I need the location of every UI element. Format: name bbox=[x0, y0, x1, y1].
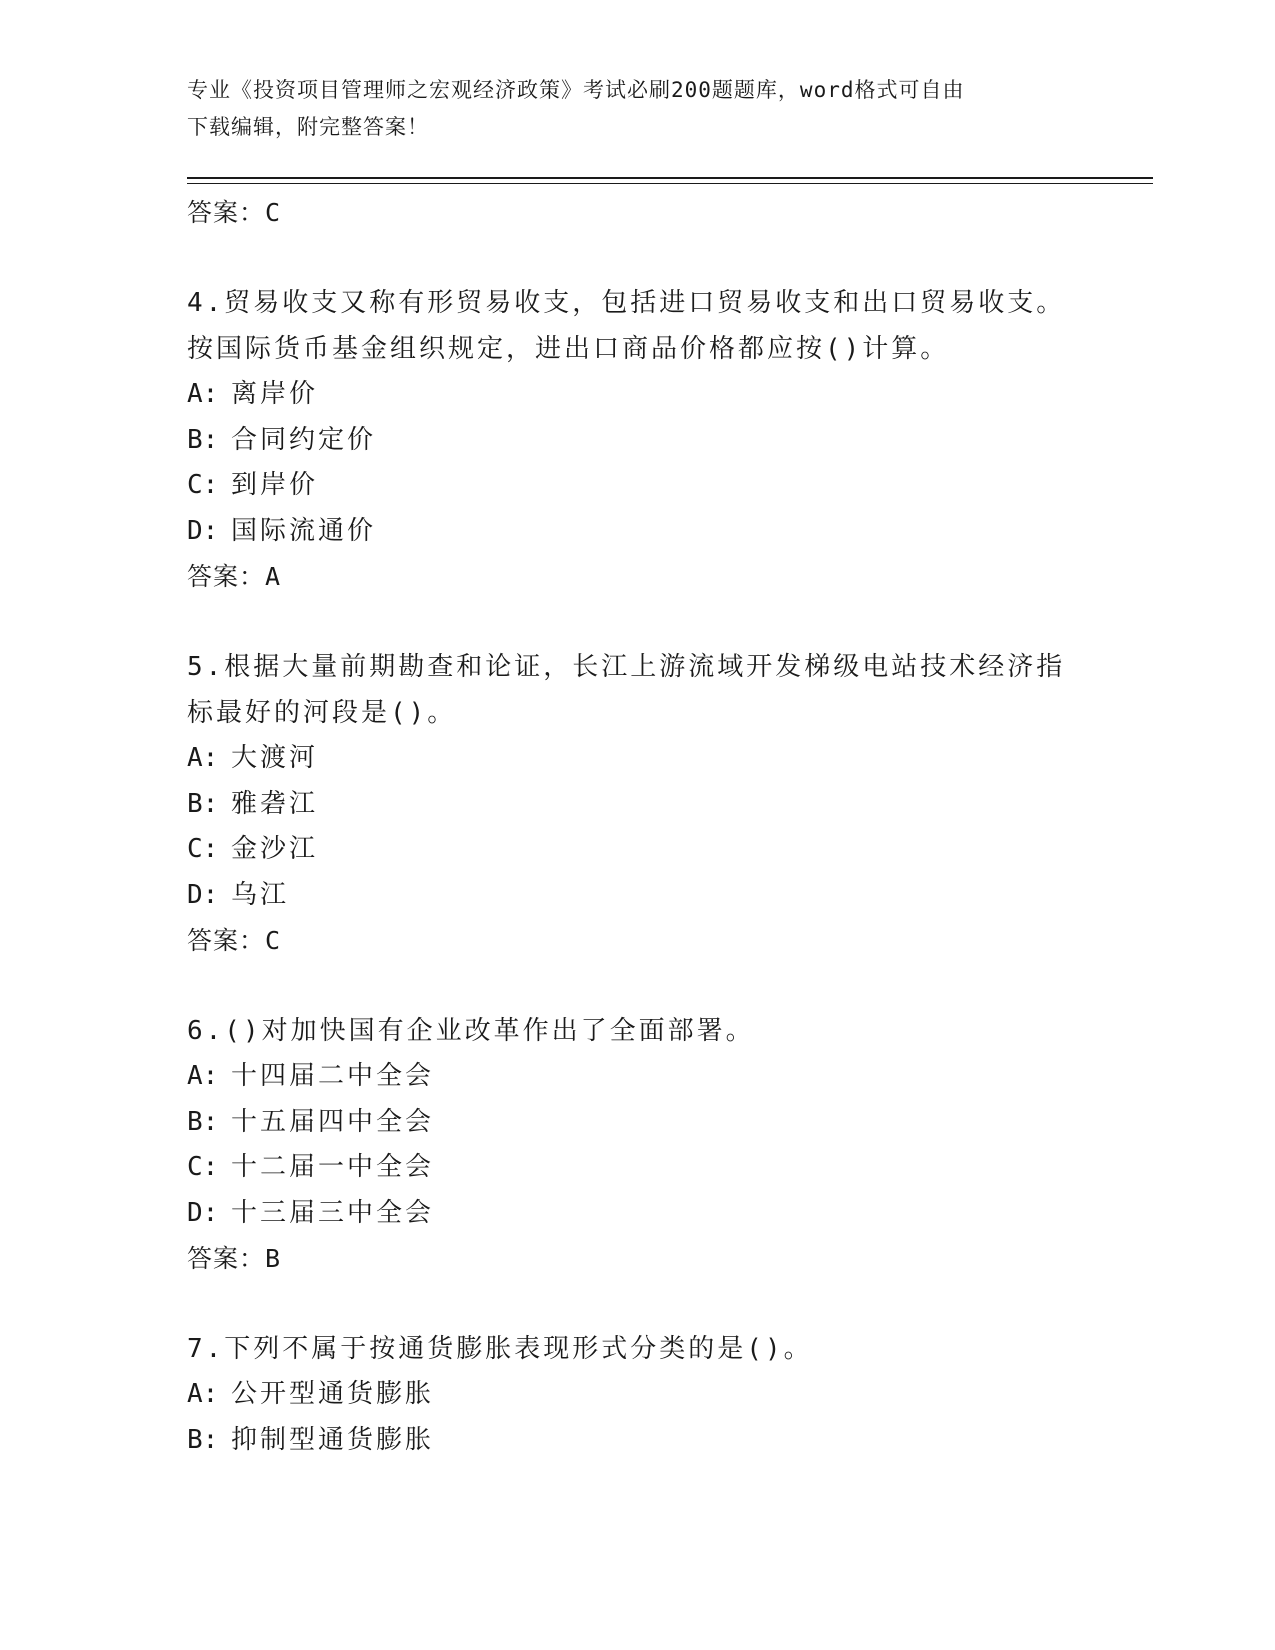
option-letter: A: bbox=[187, 1379, 219, 1409]
answer-line: 答案：C bbox=[187, 926, 282, 955]
option-letter: C: bbox=[187, 1152, 219, 1182]
answer-line: 答案：C bbox=[187, 198, 282, 227]
option-text: 雅砻江 bbox=[231, 788, 319, 819]
option-d bbox=[187, 1191, 1087, 1237]
option-text: 到岸价 bbox=[231, 470, 319, 500]
option-letter: A: bbox=[187, 1061, 219, 1091]
option-letter: D: bbox=[187, 879, 219, 910]
option-letter: B: bbox=[187, 1106, 219, 1137]
option-text: 抑制型通货膨胀 bbox=[231, 1424, 435, 1455]
option-text: 十五届四中全会 bbox=[231, 1106, 435, 1137]
question-stem: 4.贸易收支又称有形贸易收支，包括进口贸易收支和出口贸易收支。 bbox=[187, 288, 1066, 318]
option-b bbox=[187, 1100, 1087, 1146]
header-line-1: 专业《投资项目管理师之宏观经济政策》考试必刷200题题库，word格式可自由 bbox=[187, 78, 965, 102]
document-header bbox=[187, 72, 1067, 146]
option-text: 离岸价 bbox=[231, 379, 319, 409]
option-letter: A: bbox=[187, 743, 219, 773]
option-a bbox=[187, 372, 1087, 418]
question-7 bbox=[187, 1326, 1087, 1463]
question-stem: 按国际货币基金组织规定，进出口商品价格都应按()计算。 bbox=[187, 334, 950, 364]
option-d bbox=[187, 509, 1087, 555]
option-letter: B: bbox=[187, 788, 219, 819]
option-a bbox=[187, 1054, 1087, 1100]
option-c bbox=[187, 827, 1087, 873]
option-text: 合同约定价 bbox=[231, 424, 377, 455]
option-letter: C: bbox=[187, 834, 219, 864]
answer-line: 答案：B bbox=[187, 1244, 282, 1273]
option-text: 十三届三中全会 bbox=[231, 1197, 435, 1228]
option-a bbox=[187, 1372, 1087, 1418]
question-6 bbox=[187, 1008, 1087, 1281]
question-5 bbox=[187, 644, 1087, 963]
option-letter: C: bbox=[187, 470, 219, 500]
question-list bbox=[187, 190, 1087, 1463]
option-b bbox=[187, 1418, 1087, 1464]
option-b bbox=[187, 418, 1087, 464]
option-a bbox=[187, 736, 1087, 782]
option-text: 大渡河 bbox=[231, 743, 319, 773]
question-stem: 7.下列不属于按通货膨胀表现形式分类的是()。 bbox=[187, 1334, 813, 1364]
option-text: 金沙江 bbox=[231, 834, 319, 864]
option-text: 乌江 bbox=[231, 879, 290, 910]
header-line-2: 下载编辑，附完整答案！ bbox=[187, 115, 429, 139]
option-c bbox=[187, 463, 1087, 509]
option-letter: B: bbox=[187, 424, 219, 455]
option-letter: A: bbox=[187, 379, 219, 409]
question-stem: 标最好的河段是()。 bbox=[187, 698, 457, 728]
header-divider bbox=[187, 177, 1153, 179]
answer-line: 答案：A bbox=[187, 562, 282, 591]
option-letter: D: bbox=[187, 515, 219, 546]
question-stem: 5.根据大量前期勘查和论证，长江上游流域开发梯级电站技术经济指 bbox=[187, 652, 1066, 682]
option-letter: D: bbox=[187, 1197, 219, 1228]
option-text: 十四届二中全会 bbox=[231, 1061, 435, 1091]
header-divider-thin bbox=[187, 183, 1153, 184]
option-b bbox=[187, 782, 1087, 828]
question-stem: 6.()对加快国有企业改革作出了全面部署。 bbox=[187, 1016, 755, 1046]
option-d bbox=[187, 873, 1087, 919]
option-c bbox=[187, 1145, 1087, 1191]
option-text: 公开型通货膨胀 bbox=[231, 1379, 435, 1409]
option-text: 十二届一中全会 bbox=[231, 1152, 435, 1182]
option-text: 国际流通价 bbox=[231, 515, 377, 546]
question-4 bbox=[187, 280, 1087, 599]
option-letter: B: bbox=[187, 1424, 219, 1455]
